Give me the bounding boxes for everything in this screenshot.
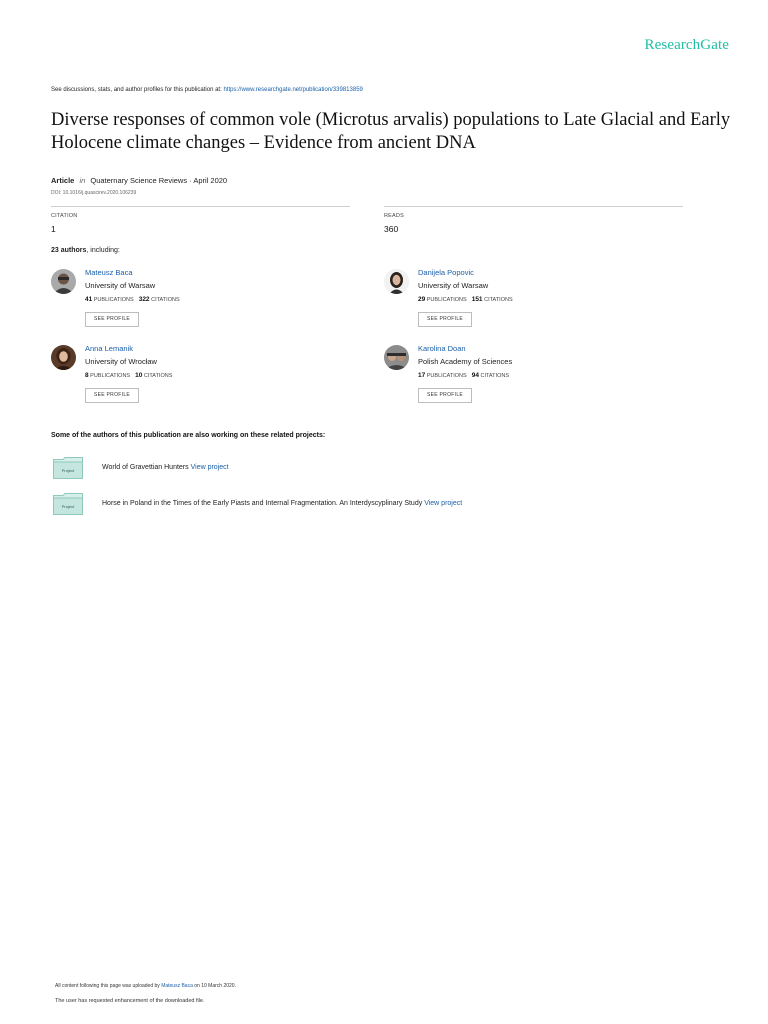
discussions-text: See discussions, stats, and author profiles for this publication at: <box>51 87 222 93</box>
author-card <box>51 269 351 339</box>
citations-count: 10 <box>135 372 143 379</box>
publications-count: 29 <box>418 296 426 303</box>
project-icon-label: Project <box>61 504 75 509</box>
enhancement-note: The user has requested enhancement of the downloaded file. <box>55 998 205 1004</box>
publications-label: PUBLICATIONS <box>90 373 131 379</box>
see-profile-button[interactable]: SEE PROFILE <box>418 388 472 403</box>
researchgate-logo[interactable]: ResearchGate <box>644 37 729 53</box>
author-institution: University of Warsaw <box>418 281 489 290</box>
citations-label: CITATIONS <box>484 297 513 303</box>
citations-count: 322 <box>138 296 150 303</box>
author-card <box>384 345 684 415</box>
author-name[interactable]: Anna Lemanik <box>85 344 133 353</box>
article-type: Article <box>51 176 75 185</box>
publication-title: Diverse responses of common vole (Microtus arvalis) populations to Late Glacial and Early Holocene climate changes – Evidence from ancient DNA <box>51 110 731 153</box>
author-stats <box>418 372 509 379</box>
publications-label: PUBLICATIONS <box>426 297 467 303</box>
author-stats <box>85 372 172 379</box>
related-projects-heading: Some of the authors of this publication are also working on these related projects: <box>51 432 326 439</box>
reads-divider <box>384 206 683 207</box>
citations-label: CITATIONS <box>143 373 173 379</box>
in-word: in <box>79 176 86 185</box>
author-institution: University of Warsaw <box>85 281 156 290</box>
author-name[interactable]: Danijela Popovic <box>418 268 474 277</box>
project-item <box>102 500 462 507</box>
reads-label: READS <box>384 213 404 219</box>
doi: DOI: 10.1016/j.quascirev.2020.106239 <box>51 190 137 196</box>
avatar[interactable] <box>51 345 76 370</box>
author-name[interactable]: Mateusz Baca <box>85 268 133 277</box>
see-profile-button[interactable]: SEE PROFILE <box>85 312 139 327</box>
author-card <box>384 269 684 339</box>
citations-count: 94 <box>471 372 479 379</box>
citation-value: 1 <box>51 224 56 234</box>
journal-date: Quaternary Science Reviews · April 2020 <box>90 176 228 185</box>
project-folder-icon <box>53 457 83 479</box>
author-stats <box>418 296 513 303</box>
authors-heading <box>51 247 120 254</box>
avatar[interactable] <box>384 345 409 370</box>
citation-divider <box>51 206 350 207</box>
see-profile-button[interactable]: SEE PROFILE <box>85 388 139 403</box>
publications-label: PUBLICATIONS <box>426 373 467 379</box>
project-icon-label: Project <box>61 468 75 473</box>
publication-url-link[interactable]: https://www.researchgate.net/publication/339813859 <box>223 87 363 93</box>
discussions-line <box>51 87 363 93</box>
project-folder-icon <box>53 493 83 515</box>
authors-count: 23 authors <box>51 247 87 254</box>
avatar[interactable] <box>384 269 409 294</box>
author-stats <box>85 296 180 303</box>
reads-value: 360 <box>384 224 399 234</box>
citation-label: CITATION <box>51 213 78 219</box>
uploader-link[interactable]: Mateusz Baca <box>161 983 193 989</box>
author-name[interactable]: Karolina Doan <box>418 344 466 353</box>
citations-count: 151 <box>471 296 483 303</box>
upload-prefix: All content following this page was uploaded by <box>55 983 160 989</box>
article-meta <box>51 176 227 185</box>
citations-label: CITATIONS <box>151 297 180 303</box>
project-item <box>102 464 229 471</box>
project-title: Horse in Poland in the Times of the Early Piasts and Internal Fragmentation. An Interdyscyplinary Study <box>102 500 423 507</box>
project-title: World of Gravettian Hunters <box>102 464 189 471</box>
view-project-link[interactable]: View project <box>190 464 229 471</box>
upload-note <box>55 983 236 989</box>
author-institution: University of Wrocław <box>85 357 157 366</box>
avatar[interactable] <box>51 269 76 294</box>
publications-count: 8 <box>85 372 89 379</box>
citations-label: CITATIONS <box>480 373 509 379</box>
view-project-link[interactable]: View project <box>424 500 463 507</box>
upload-suffix: on 10 March 2020. <box>194 983 236 989</box>
author-card <box>51 345 351 415</box>
see-profile-button[interactable]: SEE PROFILE <box>418 312 472 327</box>
publications-count: 17 <box>418 372 426 379</box>
authors-suffix: , including: <box>86 247 120 254</box>
publications-label: PUBLICATIONS <box>93 297 134 303</box>
publications-count: 41 <box>85 296 93 303</box>
author-institution: Polish Academy of Sciences <box>418 357 513 366</box>
